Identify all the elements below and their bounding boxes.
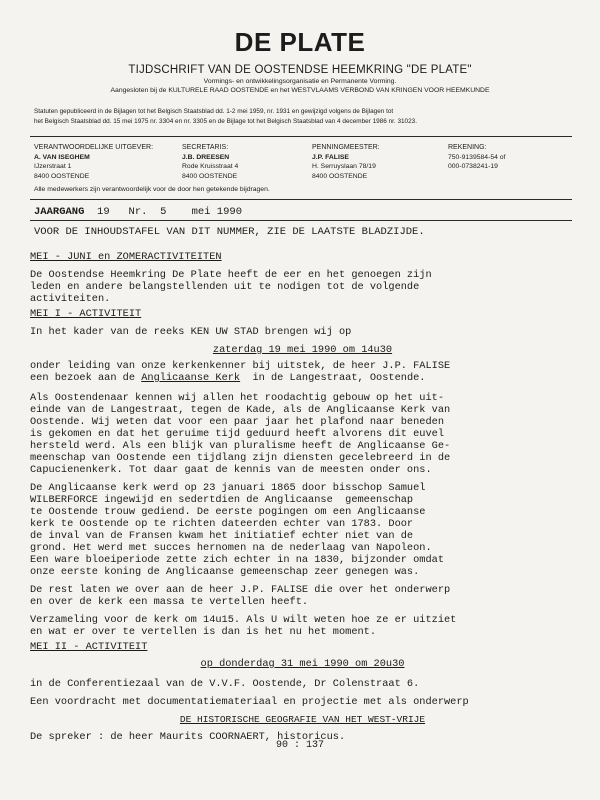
section-heading: MEI II - ACTIVITEIT (30, 641, 148, 653)
jaargang-value: 19 (97, 206, 110, 218)
staff-role: SECRETARIS: (182, 144, 229, 151)
paragraph-line: in de Conferentiezaal van de V.V.F. Oostende, Dr Colenstraat 6. (30, 678, 420, 690)
staff-role: VERANTWOORDELIJKE UITGEVER: (34, 144, 154, 151)
staff-role: REKENING: (448, 144, 487, 151)
statutes-line: het Belgisch Staatsblad dd. 15 mei 1975 nr. 3304 en nr. 3305 en de Bijlage tot het Belgisch Staatsblad van 4 december 1986 nr. 31023. (34, 118, 417, 125)
event-date: zaterdag 19 mei 1990 om 14u30 (212, 344, 393, 356)
nr-label: Nr. (128, 206, 148, 218)
divider (30, 220, 572, 221)
staff-secretary (182, 143, 238, 181)
staff-name: A. VAN ISEGHEM (34, 153, 90, 161)
paragraph-line: De Anglicaanse kerk werd op 23 januari 1865 door bisschop Samuel (30, 482, 426, 494)
paragraph-line: activiteiten. (30, 293, 111, 305)
paragraph-line: Een ware bloeiperiode zette zich echter in na 1830, bijzonder omdat (30, 554, 445, 566)
event-date: op donderdag 31 mei 1990 om 20u30 (200, 658, 405, 670)
lecture-topic: DE HISTORISCHE GEOGRAFIE VAN HET WEST-VRIJE (179, 714, 426, 725)
staff-city: 8400 OOSTENDE (34, 172, 90, 180)
statutes-note (34, 107, 574, 127)
journal-tagline: Vormings- en ontwikkelingsorganisatie en Permanente Vorming. (203, 78, 397, 85)
jaargang-label: JAARGANG (34, 206, 85, 218)
journal-subtitle: TIJDSCHRIFT VAN DE OOSTENDSE HEEMKRING "DE PLATE" (128, 64, 472, 76)
paragraph-line: De rest laten we over aan de heer J.P. FALISE die over het onderwerp (30, 584, 451, 596)
divider (30, 136, 572, 137)
paragraph-line: en over de kerk een massa te vertellen heeft. (30, 596, 309, 608)
staff-address: Rode Kruisstraat 4 (182, 163, 239, 170)
statutes-line: Statuten gepubliceerd in de Bijlagen tot het Belgisch Staatsblad dd. 1-2 mei 1959, nr. 1931 en gewijzigd volgens de Bijlagen tot (34, 108, 394, 115)
paragraph-line: Als Oostendenaar kennen wij allen het roodachtig gebouw op het uit- (30, 392, 445, 404)
page-number: 90 : 137 (275, 740, 324, 751)
staff-address: IJzerstraat 1 (34, 163, 72, 170)
staff-name: J.B. DREESEN (182, 153, 230, 161)
journal-affiliation: Aangesloten bij de KULTURELE RAAD OOSTENDE en het WESTVLAAMS VERBOND VAN KRINGEN VOOR HEEMKUNDE (110, 87, 490, 94)
nr-value: 5 (160, 206, 167, 218)
paragraph-line: Oostende. Wij weten dat voor een paar jaar het plafond naar beneden (30, 416, 445, 428)
paragraph-line: leden en andere belangstellenden uit te nodigen tot de volgende (30, 281, 420, 293)
paragraph-line: grond. Het werd met succes hernomen na de nederlaag van Napoleon. (30, 542, 432, 554)
staff-name: J.P. FALISE (312, 153, 349, 161)
paragraph-line: onze eerste koning de Anglicaanse gemeenschap zeer genegen was. (30, 566, 420, 578)
journal-title: DE PLATE (234, 27, 366, 57)
text-run: in de Langestraat, Oostende. (240, 372, 426, 384)
text-run: een bezoek aan de (30, 372, 142, 384)
toc-note: VOOR DE INHOUDSTAFEL VAN DIT NUMMER, ZIE DE LAATSTE BLADZIJDE. (34, 226, 425, 238)
paragraph-line: hersteld werd. Als een blijk van pluralisme heeft de Anglicaanse Ge- (30, 440, 451, 452)
staff-treasurer (312, 143, 380, 181)
paragraph-line: kerk te Oostende op te richten dateerden echter van 1783. Door (30, 518, 414, 530)
paragraph-line: WILBERFORCE ingewijd en sedertdien de Anglicaanse gemeenschap (30, 494, 414, 506)
staff-role: PENNINGMEESTER: (312, 144, 380, 151)
paragraph-line: onder leiding van onze kerkenkenner bij uitstek, de heer J.P. FALISE (30, 360, 451, 372)
paragraph-line: einde van de Langestraat, tegen de Kade, als de Anglicaanse Kerk van (30, 404, 451, 416)
paragraph-line: In het kader van de reeks KEN UW STAD brengen wij op (30, 326, 352, 338)
section-heading: MEI I - ACTIVITEIT (30, 308, 142, 320)
account-number: 000-0738241-19 (448, 163, 498, 170)
section-heading: MEI - JUNI en ZOMERACTIVITEITEN (30, 251, 222, 263)
paragraph-line: De spreker : de heer Maurits COORNAERT, historicus. (30, 731, 346, 743)
church-name: Anglicaanse Kerk (141, 372, 241, 384)
staff-address: H. Serruyslaan 78/19 (312, 163, 376, 170)
paragraph-line: Capucienenkerk. Tot daar gaat de kennis van de meesten onder ons. (30, 464, 432, 476)
paragraph-line: De Oostendse Heemkring De Plate heeft de eer en het genoegen zijn (30, 269, 432, 281)
staff-account (448, 143, 505, 172)
staff-city: 8400 OOSTENDE (182, 172, 238, 180)
paragraph-line: en wat er over te vertellen is dan is het nu het moment. (30, 626, 377, 638)
paragraph-line: de inval van de Fransen kwam het initiatief echter niet van de (30, 530, 414, 542)
account-number: 750-9139584-54 of (448, 153, 506, 161)
paragraph-line: Verzameling voor de kerk om 14u15. Als U wilt weten hoe ze er uitziet (30, 614, 457, 626)
staff-publisher (34, 143, 153, 181)
issue-line (34, 206, 242, 218)
disclaimer: Alle medewerkers zijn verantwoordelijk voor de door hen getekende bijdragen. (34, 186, 270, 193)
paragraph-line (30, 372, 425, 384)
paragraph-line: Een voordracht met documentatiemateriaal en projectie met als onderwerp (30, 696, 469, 708)
staff-city: 8400 OOSTENDE (312, 172, 368, 180)
paragraph-line: is gekomen en dat het geruime tijd geduurd heeft alvorens dit euvel (30, 428, 445, 440)
issue-month: mei 1990 (191, 206, 243, 218)
paragraph-line: meenschap van Oostende een tijdlang zijn diensten gecelebreerd in de (30, 452, 451, 464)
divider (30, 199, 572, 200)
paragraph-line: te Oostende trouw gediend. De eerste pogingen om een Anglicaanse (30, 506, 426, 518)
